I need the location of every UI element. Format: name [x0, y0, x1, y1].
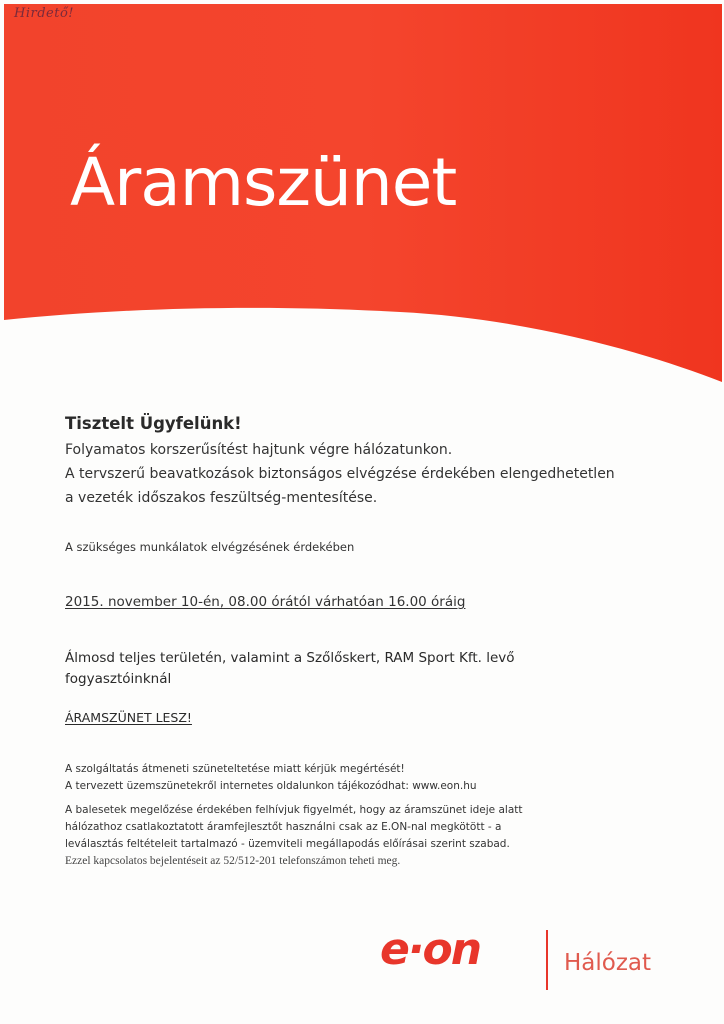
notice-line: A tervezett üzemszünetekről internetes oldalunkon tájékozódhat: www.eon.hu: [65, 780, 477, 792]
safety-line: Ezzel kapcsolatos bejelentéseit az 52/512-201 telefonszámon teheti meg.: [65, 855, 401, 867]
handwritten-note: Hirdető!: [14, 6, 74, 21]
outage-announcement: ÁRAMSZÜNET LESZ!: [65, 710, 192, 725]
location-line: fogyasztóinknál: [65, 671, 172, 687]
notice-line: A szolgáltatás átmeneti szüneteltetése miatt kérjük megértését!: [65, 763, 405, 775]
purpose-text: A szükséges munkálatok elvégzésének érdekében: [65, 540, 355, 554]
greeting: Tisztelt Ügyfelünk!: [65, 414, 242, 433]
intro-line: A tervszerű beavatkozások biztonságos elvégzése érdekében elengedhetetlen: [65, 466, 615, 482]
intro-paragraph: [65, 438, 615, 510]
safety-paragraph: [65, 802, 523, 870]
intro-line: a vezeték időszakos feszültség-mentesítése.: [65, 490, 378, 506]
page-title: Áramszünet: [70, 144, 457, 221]
location-line: Álmosd teljes területén, valamint a Szőlőskert, RAM Sport Kft. levő: [65, 650, 515, 666]
logo-divider: [546, 930, 548, 990]
notice-paragraph: [65, 761, 477, 795]
intro-line: Folyamatos korszerűsítést hajtunk végre hálózatunkon.: [65, 442, 453, 458]
outage-location: [65, 648, 515, 690]
safety-line: hálózathoz csatlakoztatott áramfejlesztőt használni csak az E.ON-nal megkötött - a: [65, 821, 502, 833]
eon-logo: [380, 924, 690, 990]
eon-wordmark: e·on: [380, 924, 481, 975]
outage-datetime: 2015. november 10-én, 08.00 órától várhatóan 16.00 óráig: [65, 594, 466, 610]
safety-line: A balesetek megelőzése érdekében felhívjuk figyelmét, hogy az áramszünet ideje alatt: [65, 804, 523, 816]
logo-subtitle: Hálózat: [564, 950, 652, 976]
safety-line: leválasztás feltételeit tartalmazó - üzemviteli megállapodás előírásai szerint szabad.: [65, 838, 510, 850]
